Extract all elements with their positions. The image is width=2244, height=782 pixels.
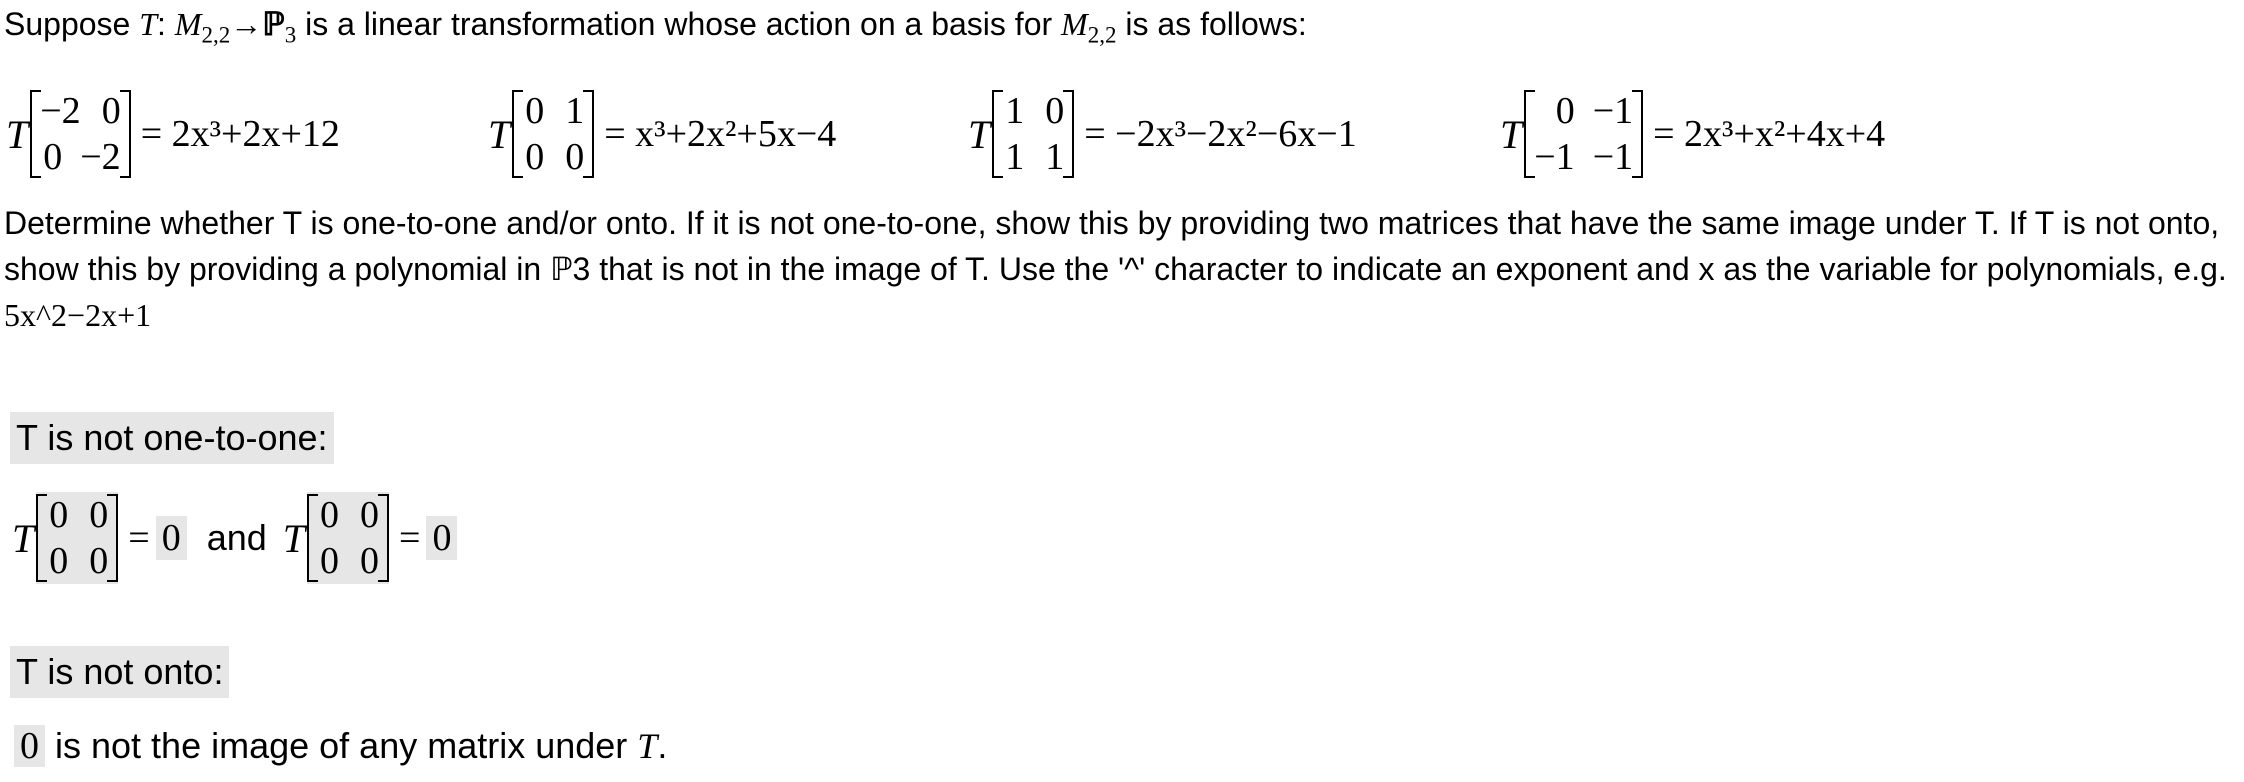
matrix-input[interactable] xyxy=(307,492,389,584)
matrix-cell[interactable]: 0 xyxy=(89,540,109,582)
subscript: 2,2 xyxy=(201,21,231,48)
matrix-cell: 1 xyxy=(1005,136,1025,178)
matrix xyxy=(1524,88,1643,180)
var-M: M xyxy=(174,6,202,42)
matrix-cell: −2 xyxy=(40,90,81,132)
matrix-cell: 0 xyxy=(525,136,545,178)
var-T: T xyxy=(12,515,35,561)
matrix-cell: 1 xyxy=(1045,136,1065,178)
var-T: T xyxy=(1500,111,1523,157)
instructions-line-3: 5x^2−2x+1 xyxy=(4,297,152,333)
matrix-cell: 0 xyxy=(1555,90,1575,132)
matrix-cell[interactable]: 0 xyxy=(360,540,380,582)
equals: = xyxy=(399,517,421,559)
instructions-line-1: Determine whether T is one-to-one and/or onto. If it is not one-to-one, show this by providing two matrices that have the same image under T. If T is not onto, xyxy=(4,205,2220,241)
basis-result: = x³+2x²+5x−4 xyxy=(604,113,837,155)
var-T: T xyxy=(488,111,511,157)
var-T: T xyxy=(968,111,991,157)
matrix-cell: 1 xyxy=(565,90,585,132)
matrix-cell: −2 xyxy=(80,136,121,178)
matrix-cell: 1 xyxy=(1005,90,1025,132)
matrix-cell[interactable]: 0 xyxy=(49,540,69,582)
text: : xyxy=(157,6,175,42)
matrix xyxy=(512,88,594,180)
var-T: T xyxy=(139,6,158,42)
basis-item-2 xyxy=(488,88,836,180)
matrix-cell[interactable]: 0 xyxy=(320,494,340,536)
symbol-P: ℙ xyxy=(262,6,285,42)
subscript: 2,2 xyxy=(1087,21,1117,48)
image-value-1[interactable]: 0 xyxy=(156,516,187,560)
text: Suppose xyxy=(4,6,140,42)
matrix xyxy=(30,88,130,180)
problem-statement xyxy=(4,2,1307,46)
matrix-cell: 0 xyxy=(525,90,545,132)
matrix-cell: −1 xyxy=(1534,136,1575,178)
basis-result: = −2x³−2x²−6x−1 xyxy=(1084,113,1357,155)
matrix-cell: −1 xyxy=(1592,90,1634,132)
not-onto-statement xyxy=(14,720,667,772)
basis-result: = 2x³+x²+4x+4 xyxy=(1653,113,1886,155)
var-T: T xyxy=(637,726,658,766)
arrow: → xyxy=(230,6,263,42)
image-value-2[interactable]: 0 xyxy=(426,516,457,560)
equals: = xyxy=(128,517,150,559)
not-one-to-one-label: T is not one-to-one: xyxy=(10,412,334,464)
not-onto-label: T is not onto: xyxy=(10,646,229,698)
subscript: 3 xyxy=(284,21,297,48)
matrix-cell[interactable]: 0 xyxy=(49,494,69,536)
matrix-cell[interactable]: 0 xyxy=(89,494,109,536)
matrix-cell[interactable]: 0 xyxy=(360,494,380,536)
text: is not the image of any matrix under xyxy=(45,725,638,766)
matrix-cell: 0 xyxy=(565,136,585,178)
matrix-cell: 0 xyxy=(43,136,63,178)
text: is as follows: xyxy=(1116,6,1307,42)
matrix-input[interactable] xyxy=(36,492,118,584)
var-T: T xyxy=(282,515,306,561)
var-T: T xyxy=(6,111,29,157)
matrix-cell: 0 xyxy=(1045,90,1065,132)
text: is a linear transformation whose action on a basis for xyxy=(296,6,1062,42)
basis-result: = 2x³+2x+12 xyxy=(140,113,340,155)
basis-item-3 xyxy=(968,88,1357,180)
answer-matrix-1 xyxy=(12,492,457,584)
and-text: and xyxy=(206,517,267,558)
basis-item-1 xyxy=(6,88,340,180)
basis-item-4 xyxy=(1500,88,1885,180)
matrix xyxy=(992,88,1074,180)
var-M: M xyxy=(1061,6,1088,42)
period: . xyxy=(657,725,668,766)
matrix-cell: −1 xyxy=(1592,136,1634,178)
instructions-line-2: show this by providing a polynomial in ℙ3 that is not in the image of T. Use the '^' character to indicate an exponent and x as the variable for polynomials, e.g. xyxy=(4,251,2227,287)
not-onto-polynomial-input[interactable]: 0 xyxy=(14,725,45,767)
matrix-cell: 0 xyxy=(101,90,121,132)
matrix-cell[interactable]: 0 xyxy=(320,540,340,582)
